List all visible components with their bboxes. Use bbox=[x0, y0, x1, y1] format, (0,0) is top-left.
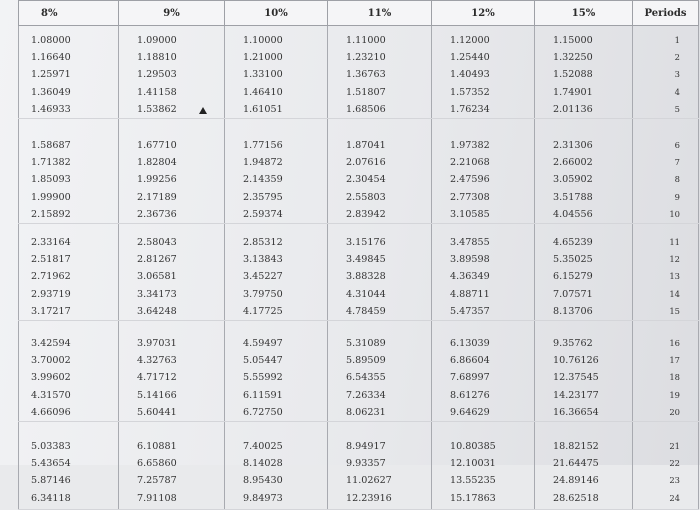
row-group bbox=[19, 119, 699, 224]
factor-value: 1.16640 bbox=[31, 52, 71, 64]
factor-value: 6.15279 bbox=[553, 271, 593, 283]
period-number: 3 bbox=[674, 69, 680, 80]
header-rate-9: 9% bbox=[119, 1, 225, 26]
factor-value: 1.57352 bbox=[450, 86, 490, 98]
row-group bbox=[19, 26, 699, 119]
factor-value: 1.09000 bbox=[137, 35, 177, 46]
factor-value: 5.55992 bbox=[243, 372, 283, 384]
factor-value: 6.10881 bbox=[137, 441, 177, 453]
cell-periods bbox=[633, 422, 699, 510]
factor-value: 6.65860 bbox=[137, 458, 177, 470]
period-number: 21 bbox=[669, 441, 680, 452]
factor-value: 4.32763 bbox=[137, 355, 177, 367]
period-number: 8 bbox=[674, 174, 680, 185]
period-number: 22 bbox=[669, 458, 680, 469]
cell-rate-11 bbox=[328, 26, 432, 119]
factor-value: 1.68506 bbox=[346, 103, 386, 115]
cell-periods bbox=[633, 224, 699, 321]
header-rate-8: 8% bbox=[19, 1, 119, 26]
cell-periods bbox=[633, 119, 699, 224]
factor-value: 3.17217 bbox=[31, 305, 71, 317]
cell-rate-9 bbox=[119, 119, 225, 224]
factor-value: 1.53862 bbox=[137, 103, 177, 115]
factor-value: 2.35795 bbox=[243, 191, 283, 203]
factor-value: 8.06231 bbox=[346, 406, 386, 418]
factor-value: 8.94917 bbox=[346, 441, 386, 453]
cell-rate-9 bbox=[119, 422, 225, 510]
factor-value: 1.25440 bbox=[450, 52, 490, 64]
period-number: 15 bbox=[669, 305, 680, 316]
factor-value: 1.36763 bbox=[346, 69, 386, 81]
factor-value: 1.99900 bbox=[31, 191, 71, 203]
factor-value: 5.87146 bbox=[31, 475, 71, 487]
factor-value: 10.80385 bbox=[450, 441, 496, 453]
factor-value: 4.66096 bbox=[31, 406, 71, 418]
cell-rate-12 bbox=[432, 26, 535, 119]
factor-value: 1.67710 bbox=[137, 140, 177, 152]
factor-value: 8.14028 bbox=[243, 458, 283, 470]
cell-rate-12 bbox=[432, 422, 535, 510]
factor-value: 1.77156 bbox=[243, 140, 283, 152]
factor-value: 9.35762 bbox=[553, 338, 593, 350]
cell-rate-9 bbox=[119, 224, 225, 321]
factor-value: 1.82804 bbox=[137, 157, 177, 169]
factor-value: 9.93357 bbox=[346, 458, 386, 470]
factor-value: 7.07571 bbox=[553, 288, 593, 300]
factor-value: 5.05447 bbox=[243, 355, 283, 367]
period-number: 4 bbox=[674, 86, 680, 97]
factor-value: 1.41158 bbox=[137, 86, 177, 98]
factor-value: 2.14359 bbox=[243, 174, 283, 186]
period-number: 20 bbox=[669, 406, 680, 417]
factor-value: 3.34173 bbox=[137, 288, 177, 300]
cell-rate-11 bbox=[328, 224, 432, 321]
factor-value: 12.23916 bbox=[346, 492, 392, 504]
factor-value: 7.91108 bbox=[137, 492, 177, 504]
factor-value: 3.79750 bbox=[243, 288, 283, 300]
factor-value: 5.03383 bbox=[31, 441, 71, 453]
factor-value: 5.31089 bbox=[346, 338, 386, 350]
factor-value: 1.08000 bbox=[31, 35, 71, 46]
period-number: 13 bbox=[669, 271, 680, 282]
factor-value: 1.11000 bbox=[346, 35, 386, 46]
factor-value: 1.99256 bbox=[137, 174, 177, 186]
cell-rate-15 bbox=[535, 422, 633, 510]
factor-value: 1.25971 bbox=[31, 69, 71, 81]
header-rate-10: 10% bbox=[225, 1, 328, 26]
factor-value: 1.74901 bbox=[553, 86, 593, 98]
factor-value: 4.17725 bbox=[243, 305, 283, 317]
cell-rate-15 bbox=[535, 26, 633, 119]
factor-value: 1.46933 bbox=[31, 103, 71, 115]
header-rate-15: 15% bbox=[535, 1, 633, 26]
cell-rate-10 bbox=[225, 26, 328, 119]
factor-value: 1.18810 bbox=[137, 52, 177, 64]
factor-value: 4.59497 bbox=[243, 338, 283, 350]
cell-rate-15 bbox=[535, 119, 633, 224]
factor-value: 8.95430 bbox=[243, 475, 283, 487]
factor-value: 4.31570 bbox=[31, 389, 71, 401]
factor-value: 3.06581 bbox=[137, 271, 177, 283]
period-number: 12 bbox=[669, 254, 680, 265]
factor-value: 1.36049 bbox=[31, 86, 71, 98]
factor-value: 1.12000 bbox=[450, 35, 490, 46]
factor-value: 1.23210 bbox=[346, 52, 386, 64]
factor-value: 2.55803 bbox=[346, 191, 386, 203]
factor-value: 3.89598 bbox=[450, 254, 490, 266]
factor-value: 1.29503 bbox=[137, 69, 177, 81]
factor-value: 2.81267 bbox=[137, 254, 177, 266]
row-group bbox=[19, 321, 699, 422]
factor-value: 9.64629 bbox=[450, 406, 490, 418]
factor-value: 2.71962 bbox=[31, 271, 71, 283]
factor-value: 10.76126 bbox=[553, 355, 599, 367]
factor-value: 1.51807 bbox=[346, 86, 386, 98]
factor-value: 3.15176 bbox=[346, 237, 386, 249]
factor-value: 18.82152 bbox=[553, 441, 599, 453]
factor-value: 1.58687 bbox=[31, 140, 71, 152]
factor-value: 4.04556 bbox=[553, 208, 593, 220]
factor-value: 2.15892 bbox=[31, 208, 71, 220]
factor-value: 3.45227 bbox=[243, 271, 283, 283]
cell-rate-10 bbox=[225, 321, 328, 422]
factor-value: 1.97382 bbox=[450, 140, 490, 152]
cell-rate-8 bbox=[19, 26, 119, 119]
factor-value: 3.99602 bbox=[31, 372, 71, 384]
factor-value: 6.34118 bbox=[31, 492, 71, 504]
period-number: 19 bbox=[669, 389, 680, 400]
period-number: 5 bbox=[674, 103, 680, 114]
cell-rate-11 bbox=[328, 119, 432, 224]
factor-value: 4.71712 bbox=[137, 372, 177, 384]
factor-value: 1.85093 bbox=[31, 174, 71, 186]
factor-value: 3.47855 bbox=[450, 237, 490, 249]
period-number: 1 bbox=[674, 35, 680, 45]
factor-value: 4.31044 bbox=[346, 288, 386, 300]
factor-value: 2.83942 bbox=[346, 208, 386, 220]
cell-rate-12 bbox=[432, 321, 535, 422]
factor-value: 7.25787 bbox=[137, 475, 177, 487]
factor-value: 2.77308 bbox=[450, 191, 490, 203]
row-group bbox=[19, 422, 699, 510]
factor-value: 2.59374 bbox=[243, 208, 283, 220]
period-number: 11 bbox=[669, 237, 680, 248]
factor-value: 13.55235 bbox=[450, 475, 496, 487]
factor-value: 24.89146 bbox=[553, 475, 599, 487]
factor-value: 3.10585 bbox=[450, 208, 490, 220]
factor-value: 6.54355 bbox=[346, 372, 386, 384]
factor-value: 2.01136 bbox=[553, 103, 593, 115]
factor-value: 16.36654 bbox=[553, 406, 599, 418]
factor-value: 5.35025 bbox=[553, 254, 593, 266]
factor-value: 4.78459 bbox=[346, 305, 386, 317]
factor-value: 15.17863 bbox=[450, 492, 496, 504]
factor-value: 3.13843 bbox=[243, 254, 283, 266]
factor-value: 2.47596 bbox=[450, 174, 490, 186]
factor-value: 2.07616 bbox=[346, 157, 386, 169]
factor-value: 11.02627 bbox=[346, 475, 392, 487]
factor-value: 7.68997 bbox=[450, 372, 490, 384]
cell-rate-10 bbox=[225, 422, 328, 510]
factor-value: 1.61051 bbox=[243, 103, 283, 115]
factor-value: 3.64248 bbox=[137, 305, 177, 317]
factor-value: 9.84973 bbox=[243, 492, 283, 504]
factor-value: 2.33164 bbox=[31, 237, 71, 249]
factor-value: 5.60441 bbox=[137, 406, 177, 418]
factor-value: 12.10031 bbox=[450, 458, 496, 470]
factor-value: 6.72750 bbox=[243, 406, 283, 418]
cell-rate-11 bbox=[328, 422, 432, 510]
factor-value: 3.49845 bbox=[346, 254, 386, 266]
factor-value: 1.76234 bbox=[450, 103, 490, 115]
factor-value: 3.05902 bbox=[553, 174, 593, 186]
factor-value: 2.31306 bbox=[553, 140, 593, 152]
factor-value: 7.26334 bbox=[346, 389, 386, 401]
future-value-table bbox=[18, 0, 699, 510]
factor-value: 6.13039 bbox=[450, 338, 490, 350]
factor-value: 2.58043 bbox=[137, 237, 177, 249]
period-number: 17 bbox=[669, 355, 680, 366]
factor-value: 3.42594 bbox=[31, 338, 71, 350]
period-number: 14 bbox=[669, 288, 680, 299]
factor-value: 1.46410 bbox=[243, 86, 283, 98]
factor-value: 3.51788 bbox=[553, 191, 593, 203]
factor-value: 2.66002 bbox=[553, 157, 593, 169]
cell-rate-10 bbox=[225, 224, 328, 321]
factor-value: 2.36736 bbox=[137, 208, 177, 220]
cell-periods bbox=[633, 26, 699, 119]
cell-rate-15 bbox=[535, 321, 633, 422]
factor-value: 2.21068 bbox=[450, 157, 490, 169]
period-number: 7 bbox=[674, 157, 680, 168]
factor-value: 7.40025 bbox=[243, 441, 283, 453]
factor-value: 5.89509 bbox=[346, 355, 386, 367]
factor-value: 2.30454 bbox=[346, 174, 386, 186]
factor-value: 2.17189 bbox=[137, 191, 177, 203]
factor-value: 3.88328 bbox=[346, 271, 386, 283]
factor-value: 2.51817 bbox=[31, 254, 71, 266]
cell-rate-8 bbox=[19, 422, 119, 510]
factor-value: 4.88711 bbox=[450, 288, 490, 300]
factor-value: 3.97031 bbox=[137, 338, 177, 350]
period-number: 2 bbox=[674, 52, 680, 63]
cell-periods bbox=[633, 321, 699, 422]
cell-rate-8 bbox=[19, 224, 119, 321]
factor-value: 1.21000 bbox=[243, 52, 283, 64]
factor-value: 2.85312 bbox=[243, 237, 283, 249]
cell-rate-9 bbox=[119, 26, 225, 119]
period-number: 23 bbox=[669, 475, 680, 486]
header-rate-12: 12% bbox=[432, 1, 535, 26]
factor-value: 6.86604 bbox=[450, 355, 490, 367]
factor-value: 5.47357 bbox=[450, 305, 490, 317]
header-periods: Periods bbox=[633, 1, 699, 26]
period-number: 10 bbox=[669, 208, 680, 219]
cell-rate-12 bbox=[432, 224, 535, 321]
period-number: 6 bbox=[674, 140, 680, 151]
cell-rate-10 bbox=[225, 119, 328, 224]
factor-value: 14.23177 bbox=[553, 389, 599, 401]
period-number: 16 bbox=[669, 338, 680, 349]
header-rate-11: 11% bbox=[328, 1, 432, 26]
factor-value: 1.33100 bbox=[243, 69, 283, 81]
factor-value: 2.93719 bbox=[31, 288, 71, 300]
factor-value: 1.87041 bbox=[346, 140, 386, 152]
factor-value: 4.65239 bbox=[553, 237, 593, 249]
cell-rate-8 bbox=[19, 119, 119, 224]
factor-value: 28.62518 bbox=[553, 492, 599, 504]
period-number: 24 bbox=[669, 492, 680, 503]
cell-rate-11 bbox=[328, 321, 432, 422]
factor-value: 1.15000 bbox=[553, 35, 593, 46]
period-number: 18 bbox=[669, 372, 680, 383]
factor-value: 5.14166 bbox=[137, 389, 177, 401]
period-number: 9 bbox=[674, 191, 680, 202]
factor-value: 12.37545 bbox=[553, 372, 599, 384]
factor-value: 1.10000 bbox=[243, 35, 283, 46]
factor-value: 3.70002 bbox=[31, 355, 71, 367]
factor-value: 1.52088 bbox=[553, 69, 593, 81]
factor-value: 6.11591 bbox=[243, 389, 283, 401]
factor-value: 1.71382 bbox=[31, 157, 71, 169]
factor-value: 1.40493 bbox=[450, 69, 490, 81]
cell-rate-9 bbox=[119, 321, 225, 422]
factor-value: 1.32250 bbox=[553, 52, 593, 64]
factor-value: 5.43654 bbox=[31, 458, 71, 470]
row-group bbox=[19, 224, 699, 321]
header-row bbox=[19, 1, 699, 26]
factor-value: 8.61276 bbox=[450, 389, 490, 401]
cell-rate-12 bbox=[432, 119, 535, 224]
cell-rate-8 bbox=[19, 321, 119, 422]
factor-value: 8.13706 bbox=[553, 305, 593, 317]
factor-value: 4.36349 bbox=[450, 271, 490, 283]
factor-value: 21.64475 bbox=[553, 458, 599, 470]
cell-rate-15 bbox=[535, 224, 633, 321]
factor-value: 1.94872 bbox=[243, 157, 283, 169]
